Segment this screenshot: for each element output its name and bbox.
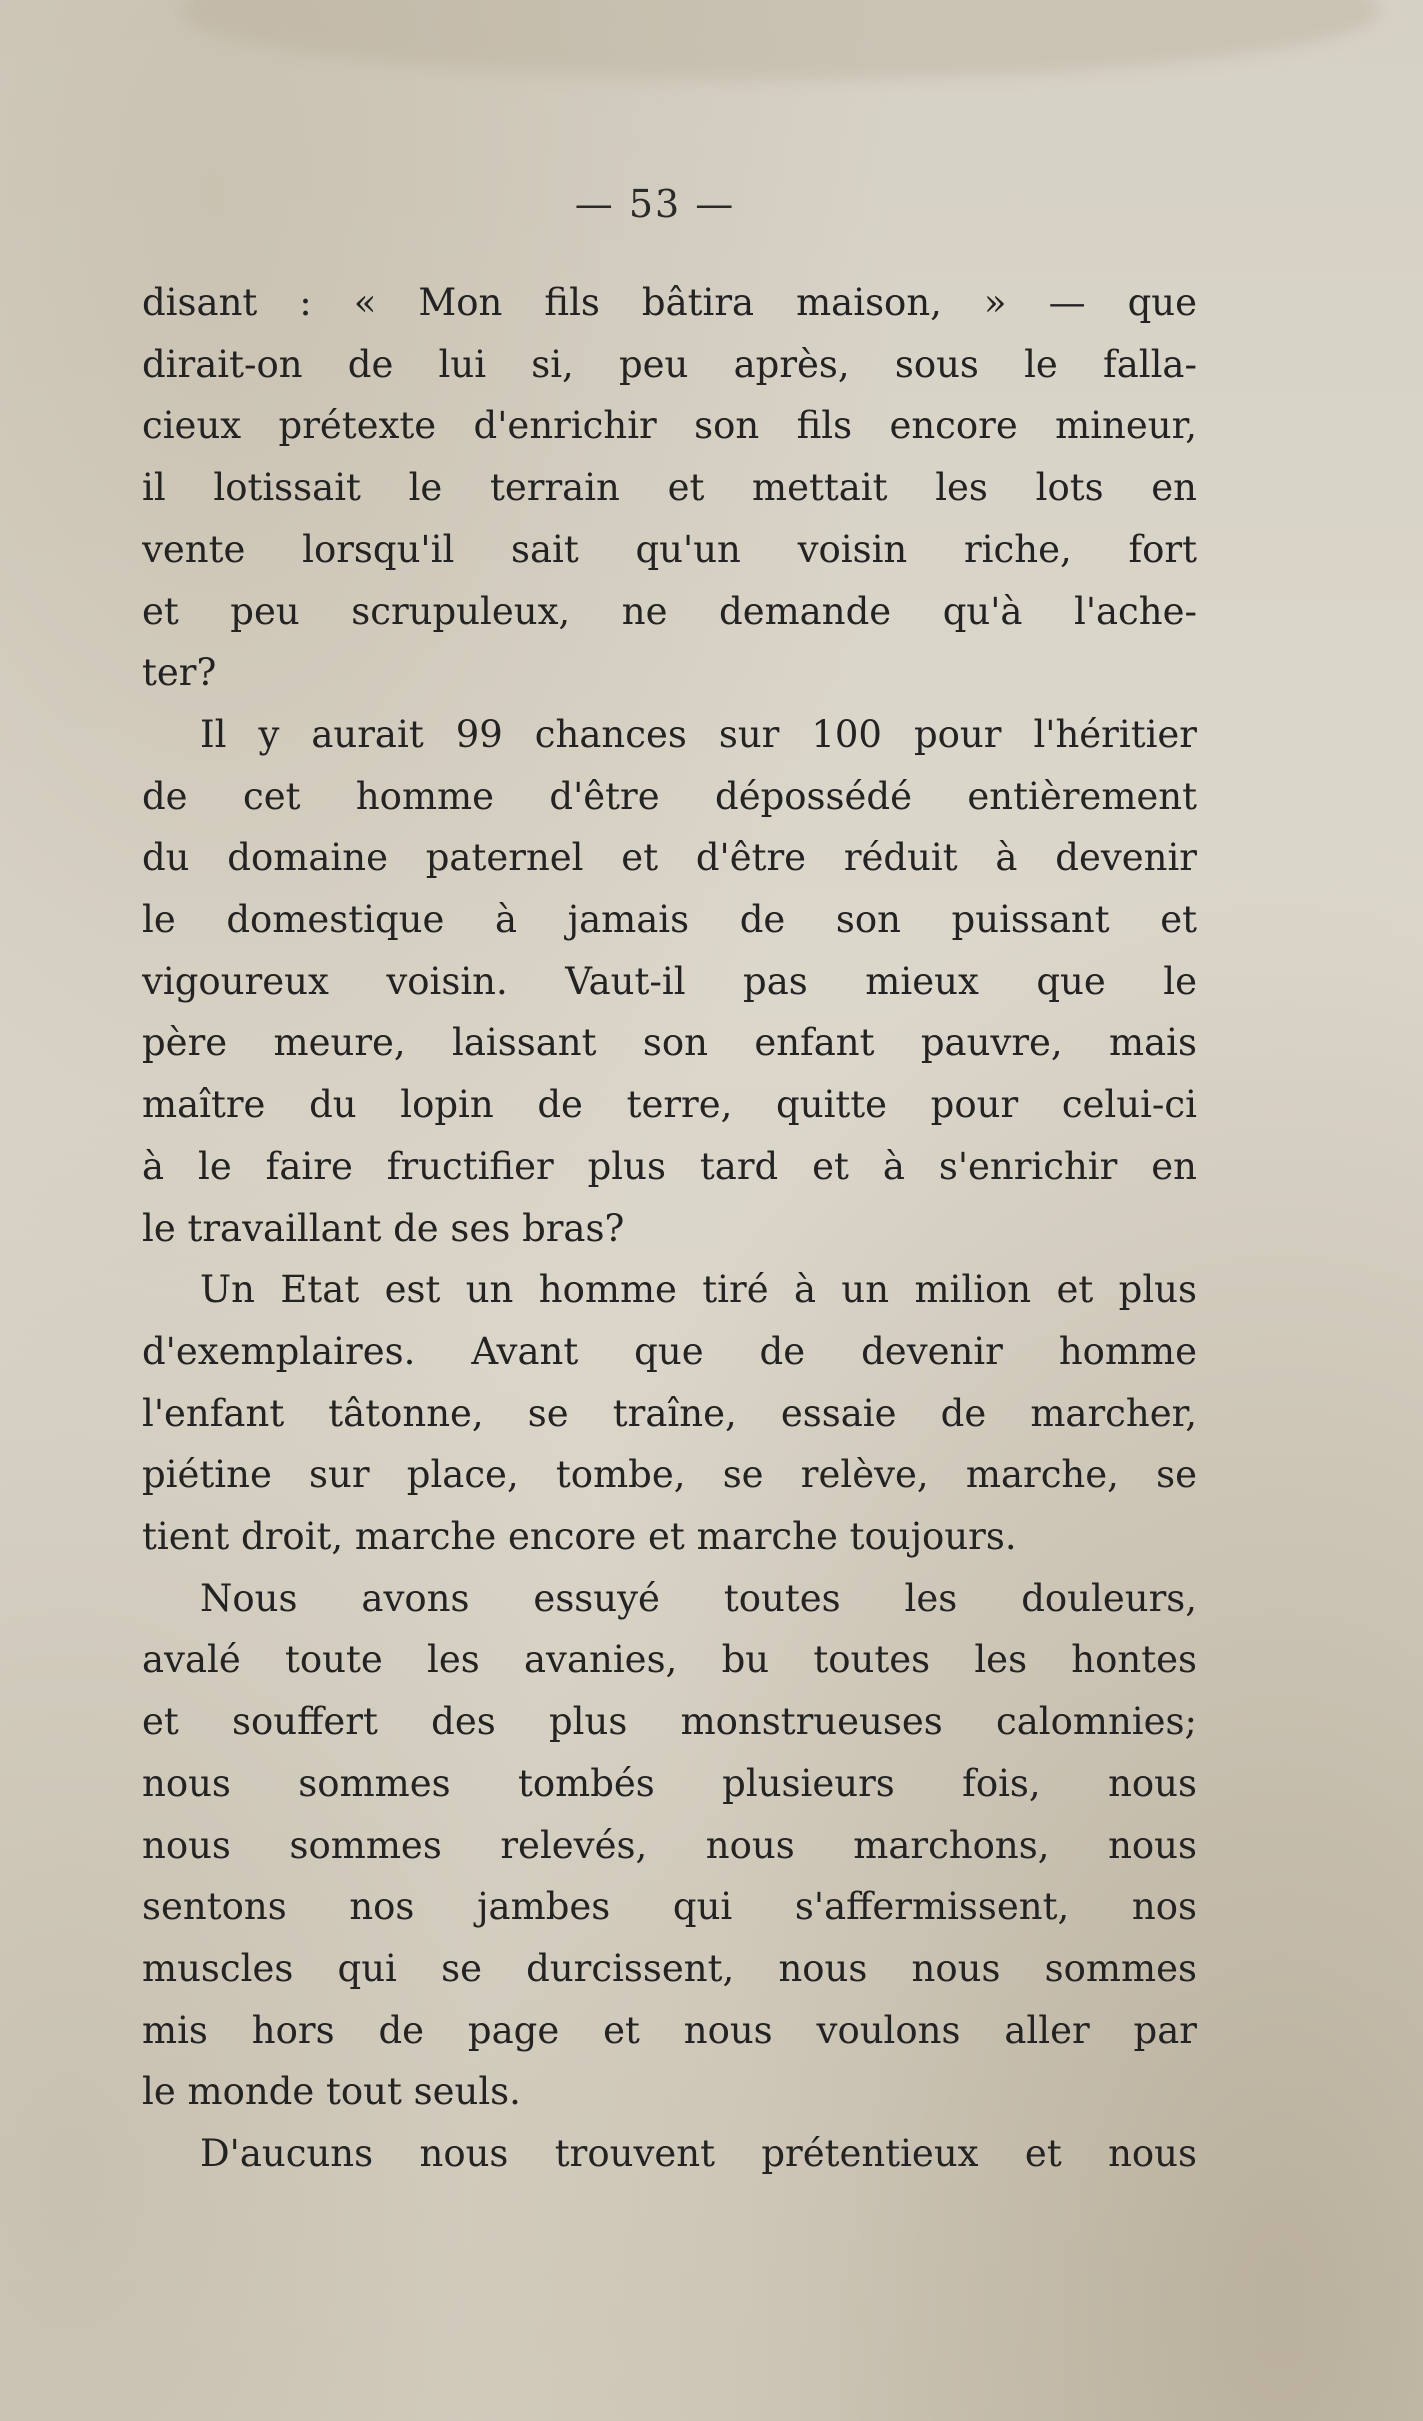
text-line: à le faire fructifier plus tard et à s'enrichir en [142,1144,1197,1188]
text-line: le domestique à jamais de son puissant et [142,898,1197,942]
text-line: et peu scrupuleux, ne demande qu'à l'ache- [142,589,1197,633]
text-line: dirait-on de lui si, peu après, sous le falla- [142,342,1197,386]
text-line: nous sommes tombés plusieurs fois, nous [142,1761,1197,1805]
text-line: avalé toute les avanies, bu toutes les hontes [142,1638,1197,1682]
text-line: sentons nos jambes qui s'affermissent, nos [142,1885,1197,1929]
text-line: D'aucuns nous trouvent prétentieux et nous [200,2132,1197,2176]
text-line: nous sommes relevés, nous marchons, nous [142,1823,1197,1867]
paper-stain [180,0,1380,80]
text-line: le monde tout seuls. [142,2070,521,2114]
body-text [142,272,1197,2185]
text-line: muscles qui se durcissent, nous nous sommes [142,1946,1197,1990]
text-line: d'exemplaires. Avant que de devenir homme [142,1329,1197,1373]
text-line: vente lorsqu'il sait qu'un voisin riche, fort [142,527,1197,571]
text-line: Un Etat est un homme tiré à un milion et plus [200,1268,1197,1312]
text-line: l'enfant tâtonne, se traîne, essaie de marcher, [142,1391,1197,1435]
text-line: du domaine paternel et d'être réduit à devenir [142,836,1197,880]
text-line: Nous avons essuyé toutes les douleurs, [200,1576,1197,1620]
text-line: disant : « Mon fils bâtira maison, » — que [142,281,1197,324]
text-line: mis hors de page et nous voulons aller par [142,2008,1197,2052]
text-line: vigoureux voisin. Vaut-il pas mieux que le [142,959,1197,1003]
text-line: maître du lopin de terre, quitte pour celui-ci [142,1083,1197,1127]
text-line: il lotissait le terrain et mettait les lots en [142,466,1197,510]
text-line: ter? [142,651,217,695]
text-line: père meure, laissant son enfant pauvre, mais [142,1021,1197,1065]
text-line: et souffert des plus monstrueuses calomnies; [142,1700,1197,1744]
text-line: piétine sur place, tombe, se relève, marche, se [142,1453,1197,1497]
text-line: de cet homme d'être dépossédé entièrement [142,774,1197,818]
page-number: — 53 — [574,182,736,226]
text-line: Il y aurait 99 chances sur 100 pour l'héritier [200,712,1197,756]
text-line: le travaillant de ses bras? [142,1206,625,1250]
text-line: cieux prétexte d'enrichir son fils encore mineur, [142,404,1197,448]
text-line: tient droit, marche encore et marche toujours. [142,1515,1017,1559]
